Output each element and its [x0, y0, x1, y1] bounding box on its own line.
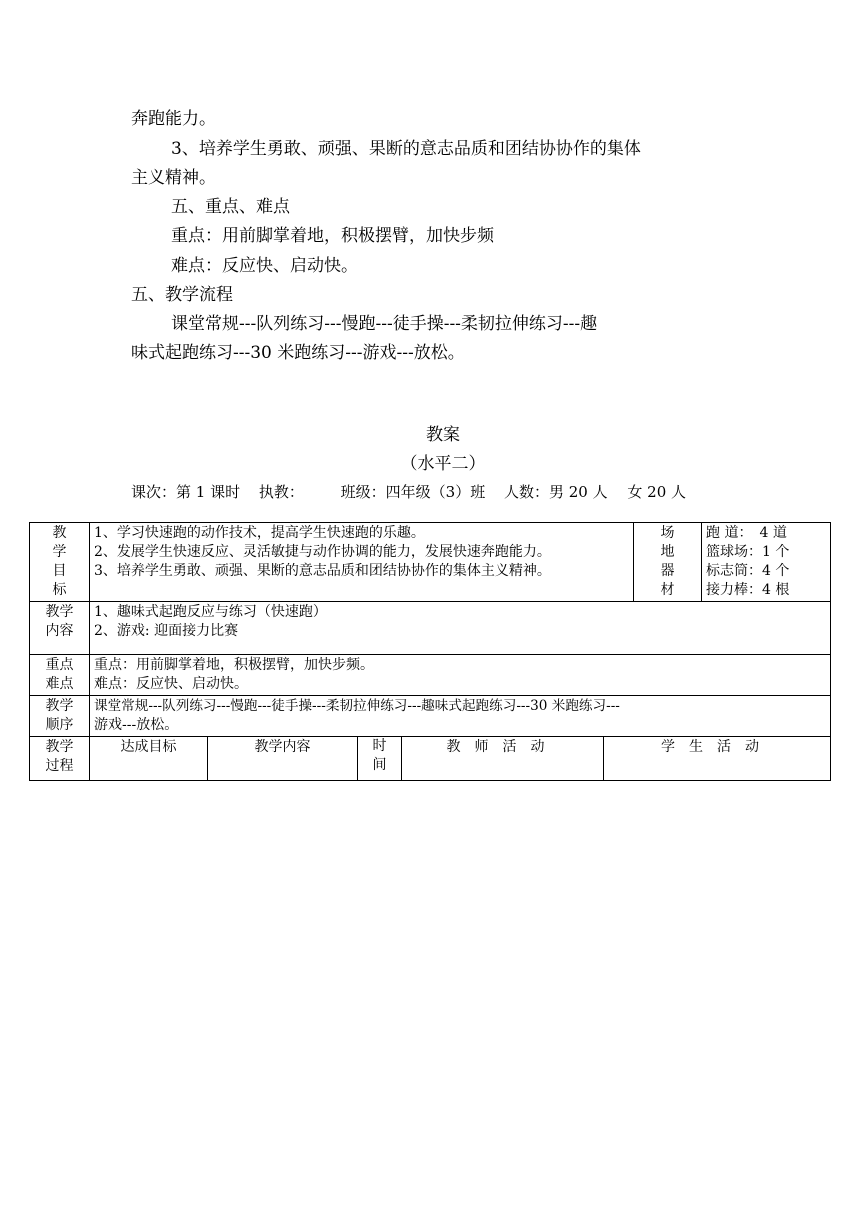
content-cell: [90, 602, 831, 655]
process-header-row: [30, 737, 831, 781]
keypoints-row: [30, 655, 831, 696]
lesson-number: 课次：第 1 课时: [131, 483, 241, 501]
sequence-line: 课堂常规---队列练习---慢跑---徒手操---柔韧拉伸练习---趣味式起跑练习---30 米跑练习---: [94, 698, 620, 714]
venue-label: 场 地 器 材: [634, 523, 702, 602]
keypoints-cell: [90, 655, 831, 696]
col-time: 时 间: [358, 737, 402, 781]
equipment-item: 接力棒：4 根: [706, 582, 790, 598]
intro-line-2: 3、培养学生勇敢、顽强、果断的意志品质和团结协协作的集体: [171, 139, 641, 159]
plan-title: 教案: [426, 425, 460, 445]
section-heading-process: 五、教学流程: [131, 285, 233, 305]
goal-item: 3、培养学生勇敢、顽强、果断的意志品质和团结协协作的集体主义精神。: [94, 563, 551, 579]
sequence-label: 教学 顺序: [30, 696, 90, 737]
goal-item: 1、学习快速跑的动作技术，提高学生快速跑的乐趣。: [94, 525, 425, 541]
equipment-item: 跑 道： 4 道: [706, 525, 787, 541]
student-count: 人数：男 20 人 女 20 人: [504, 483, 687, 501]
col-goal: 达成目标: [90, 737, 208, 781]
process-line-1: 课堂常规---队列练习---慢跑---徒手操---柔韧拉伸练习---趣: [171, 314, 598, 334]
goals-row: [30, 523, 831, 602]
col-content: 教学内容: [208, 737, 358, 781]
goals-cell: [90, 523, 634, 602]
equipment-item: 篮球场：1 个: [706, 544, 790, 560]
equipment-cell: [702, 523, 831, 602]
teacher-label: 执教：: [258, 483, 304, 501]
plan-meta: [131, 482, 700, 502]
difficulty-item: 难点：反应快、启动快。: [94, 676, 248, 692]
sequence-line: 游戏---放松。: [94, 717, 179, 733]
col-teacher-activity: 教师活动: [402, 737, 604, 781]
process-line-2: 味式起跑练习---30 米跑练习---游戏---放松。: [131, 343, 465, 363]
col-student-activity: 学生活动: [604, 737, 831, 781]
content-item: 2、游戏: 迎面接力比赛: [94, 623, 239, 639]
section-heading-keypoints: 五、重点、难点: [171, 197, 290, 217]
intro-line-3: 主义精神。: [131, 168, 216, 188]
intro-line-1: 奔跑能力。: [131, 109, 216, 129]
keypoint-item: 重点：用前脚掌着地，积极摆臂，加快步频。: [94, 657, 374, 673]
keypoints-label: 重点 难点: [30, 655, 90, 696]
goals-label: 教 学 目 标: [30, 523, 90, 602]
equipment-item: 标志筒：4 个: [706, 563, 790, 579]
content-label: 教学 内容: [30, 602, 90, 655]
sequence-cell: [90, 696, 831, 737]
sequence-row: [30, 696, 831, 737]
process-label: 教学 过程: [30, 737, 90, 781]
goal-item: 2、发展学生快速反应、灵活敏捷与动作协调的能力，发展快速奔跑能力。: [94, 544, 551, 560]
plan-subtitle: （水平二）: [400, 454, 486, 474]
class-label: 班级：四年级（3）班: [340, 483, 486, 501]
content-row: [30, 602, 831, 655]
keypoint-line: 重点：用前脚掌着地，积极摆臂，加快步频: [171, 226, 494, 246]
content-item: 1、趣味式起跑反应与练习（快速跑）: [94, 604, 327, 620]
lesson-plan-table: [29, 522, 831, 781]
difficulty-line: 难点：反应快、启动快。: [171, 256, 358, 276]
